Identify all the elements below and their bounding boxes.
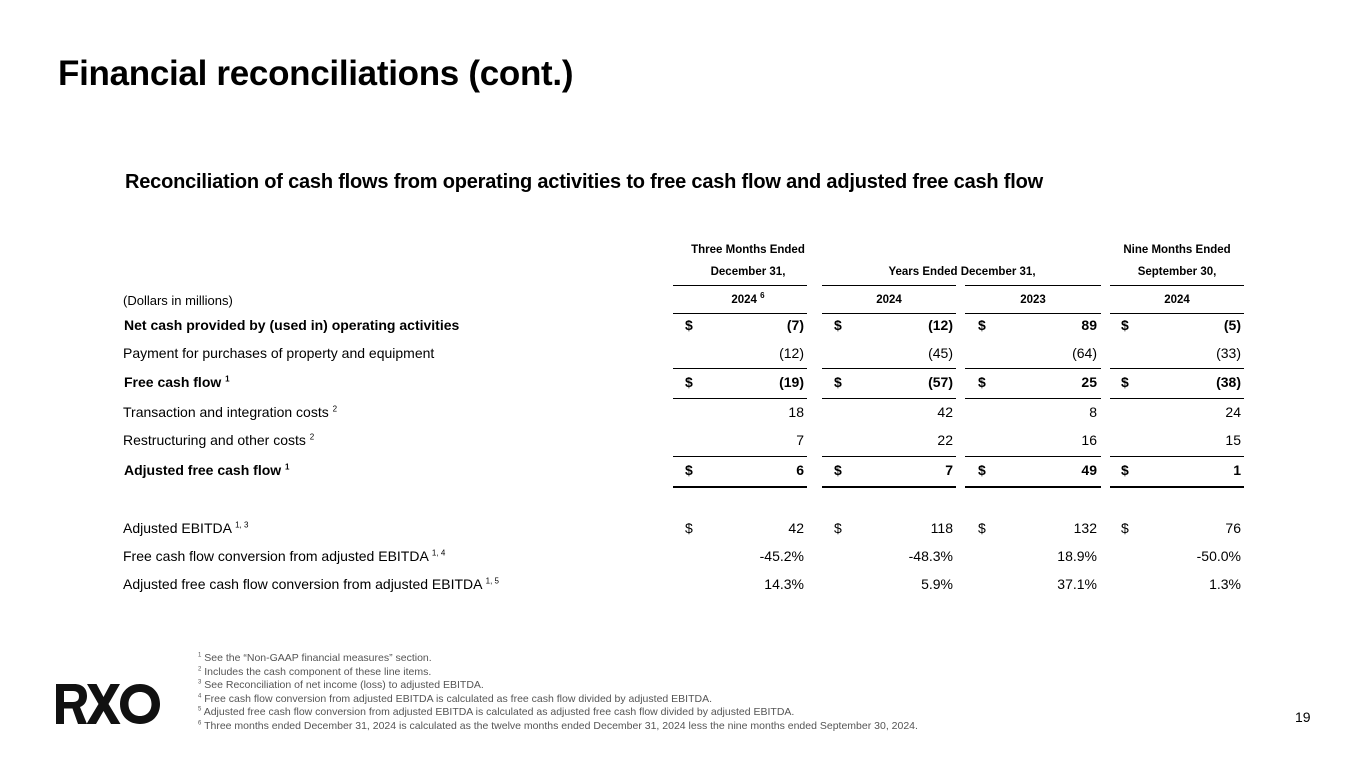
footnote-ref: 1	[285, 462, 290, 472]
header-nine-months-line1: Nine Months Ended	[1123, 244, 1231, 256]
footnote-ref: 1, 4	[431, 548, 446, 558]
table-cell: (19)	[779, 374, 804, 390]
table-cell: 18	[788, 404, 804, 420]
footnote-ref: 2	[332, 404, 338, 414]
table-rule	[673, 398, 807, 399]
table-rule	[1110, 486, 1244, 488]
table-cell: -48.3%	[908, 548, 953, 564]
table-rule	[822, 368, 956, 369]
row-label-text: Payment for purchases of property and equipment	[123, 345, 435, 361]
currency-symbol: $	[1121, 374, 1129, 390]
row-label	[124, 374, 230, 390]
row-label	[124, 317, 459, 333]
table-cell: (64)	[1072, 345, 1097, 361]
table-cell: (38)	[1216, 374, 1241, 390]
column-year-4: 2024	[1164, 294, 1190, 306]
header-rule	[822, 285, 956, 286]
footnote: $^5$ Adjusted free cash flow conversion from adjusted EBITDA is calculated as adjusted free cash flow divided by adjusted EBITDA.	[198, 706, 795, 719]
row-label-text: Free cash flow conversion from adjusted EBITDA	[123, 548, 429, 564]
table-cell: (12)	[928, 317, 953, 333]
table-rule	[1110, 368, 1244, 369]
row-label-text: Net cash provided by (used in) operating activities	[124, 317, 460, 333]
header-rule	[1110, 285, 1244, 286]
table-cell: 22	[937, 432, 953, 448]
table-cell: 118	[930, 520, 953, 536]
column-rule	[1110, 313, 1244, 314]
currency-symbol: $	[978, 374, 986, 390]
table-rule	[673, 368, 807, 369]
row-label	[123, 345, 434, 361]
footnote: $^2$ Includes the cash component of these line items.	[198, 665, 432, 678]
page-number: 19	[1295, 709, 1311, 725]
currency-symbol: $	[685, 374, 693, 390]
table-cell: 16	[1081, 432, 1097, 448]
table-cell: -50.0%	[1196, 548, 1241, 564]
table-cell: 1.3%	[1209, 576, 1241, 592]
footnote-ref: 1	[225, 374, 230, 384]
row-label	[123, 404, 337, 420]
header-three-months-line1: Three Months Ended	[691, 244, 805, 256]
table-cell: 5.9%	[921, 576, 953, 592]
row-label-text: Free cash flow	[124, 374, 222, 390]
header-years-ended: Years Ended December 31,	[888, 266, 1036, 278]
table-rule	[1110, 398, 1244, 399]
currency-symbol: $	[1121, 462, 1129, 478]
footnotes	[198, 652, 918, 734]
row-label-text: Restructuring and other costs	[123, 432, 306, 448]
row-label	[123, 576, 499, 592]
currency-symbol: $	[978, 462, 986, 478]
units-label: (Dollars in millions)	[123, 293, 233, 308]
row-label	[124, 462, 290, 478]
currency-symbol: $	[1121, 520, 1129, 536]
footnote-ref: 1, 5	[485, 576, 499, 586]
table-cell: (57)	[928, 374, 953, 390]
footnote: $^3$ See Reconciliation of net income (loss) to adjusted EBITDA.	[198, 679, 484, 692]
table-cell: 6	[796, 462, 804, 478]
table-rule	[673, 456, 807, 457]
table-cell: 14.3%	[764, 576, 804, 592]
table-cell: 89	[1081, 317, 1097, 333]
table-cell: 8	[1089, 404, 1097, 420]
column-rule	[965, 313, 1101, 314]
row-label	[123, 520, 248, 536]
table-cell: 7	[796, 432, 804, 448]
table-rule	[822, 398, 956, 399]
table-cell: 132	[1073, 520, 1097, 536]
currency-symbol: $	[834, 317, 842, 333]
footnote-ref: 1, 3	[235, 520, 249, 530]
table-cell: 15	[1225, 432, 1241, 448]
table-cell: 37.1%	[1057, 576, 1097, 592]
header-nine-months-line2: September 30,	[1137, 266, 1217, 278]
row-label-text: Adjusted EBITDA	[123, 520, 232, 536]
footnote: $^6$ Three months ended December 31, 2024 is calculated as the twelve months ended December 31, 2024 less the nine months ended September 30, 2024.	[198, 719, 918, 732]
table-rule	[822, 486, 956, 488]
table-cell: (45)	[928, 345, 953, 361]
header-three-months-line2: December 31,	[710, 266, 786, 278]
rxo-logo	[56, 684, 160, 724]
table-cell: 18.9%	[1057, 548, 1097, 564]
page-title: Financial reconciliations (cont.)	[58, 54, 574, 93]
table-cell: (5)	[1223, 317, 1241, 333]
table-rule	[965, 368, 1101, 369]
column-year-1: 2024 $^6$	[731, 291, 765, 306]
row-label	[123, 548, 445, 564]
table-rule	[822, 456, 956, 457]
currency-symbol: $	[978, 317, 986, 333]
currency-symbol: $	[1121, 317, 1129, 333]
header-rule	[965, 285, 1101, 286]
table-cell: 42	[788, 520, 804, 536]
column-year-3: 2023	[1020, 294, 1046, 306]
footnote: $^1$ See the “Non-GAAP financial measures” section.	[198, 652, 432, 664]
table-cell: (12)	[779, 345, 804, 361]
table-cell: 25	[1081, 374, 1097, 390]
column-rule	[673, 313, 807, 314]
footnote-ref: 2	[309, 432, 315, 442]
currency-symbol: $	[834, 462, 842, 478]
table-rule	[965, 456, 1101, 457]
table-rule	[673, 486, 807, 488]
footnote: $^4$ Free cash flow conversion from adjusted EBITDA is calculated as free cash flow divided by adjusted EBITDA.	[198, 692, 713, 705]
table-cell: 42	[937, 404, 953, 420]
row-label-text: Adjusted free cash flow conversion from adjusted EBITDA	[123, 576, 482, 592]
currency-symbol: $	[834, 520, 842, 536]
currency-symbol: $	[685, 520, 693, 536]
table-rule	[965, 398, 1101, 399]
table-cell: 76	[1225, 520, 1241, 536]
table-cell: -45.2%	[759, 548, 804, 564]
row-label-text: Adjusted free cash flow	[124, 462, 282, 478]
table-cell: (7)	[786, 317, 804, 333]
table-title: Reconciliation of cash flows from operating activities to free cash flow and adjusted free cash flow	[125, 171, 1043, 193]
column-year-2: 2024	[876, 294, 902, 306]
table-rule	[1110, 456, 1244, 457]
header-rule	[673, 285, 807, 286]
row-label-text: Transaction and integration costs	[123, 404, 329, 420]
currency-symbol: $	[978, 520, 986, 536]
table-cell: 1	[1233, 462, 1241, 478]
table-cell: (33)	[1216, 345, 1241, 361]
table-cell: 49	[1081, 462, 1097, 478]
table-rule	[965, 486, 1101, 488]
row-label	[123, 432, 314, 448]
currency-symbol: $	[834, 374, 842, 390]
currency-symbol: $	[685, 317, 693, 333]
table-cell: 24	[1225, 404, 1241, 420]
currency-symbol: $	[685, 462, 693, 478]
table-cell: 7	[945, 462, 953, 478]
column-rule	[822, 313, 956, 314]
